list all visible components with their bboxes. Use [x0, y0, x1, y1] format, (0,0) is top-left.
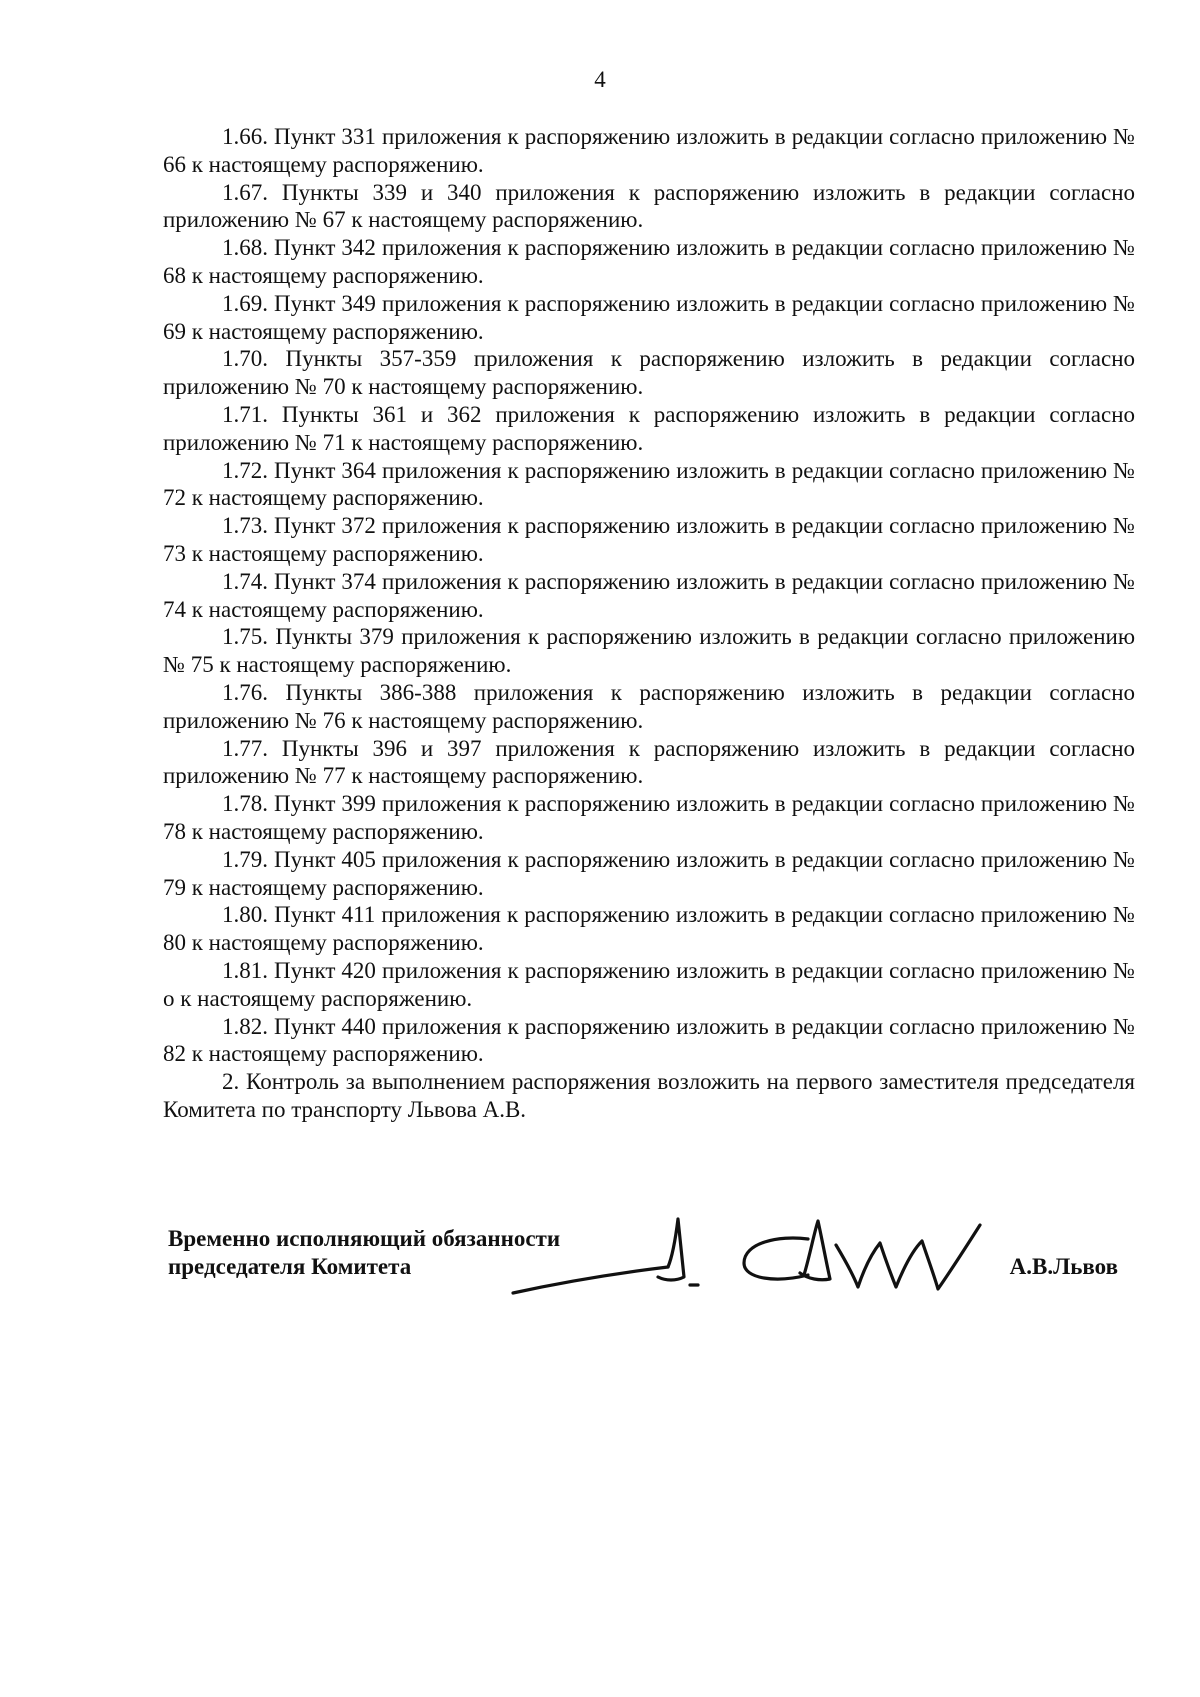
paragraph-1-67	[163, 179, 1135, 235]
paragraph-number: 1.71.	[222, 401, 268, 427]
signer-position-line-1: Временно исполняющий обязанности	[168, 1226, 561, 1251]
paragraph-1-73	[163, 512, 1135, 568]
paragraph-number: 1.67.	[222, 179, 268, 205]
paragraph-text: Пункт 372 приложения к распоряжению изложить в редакции согласно приложению № 73 к настоящему распоряжению.	[163, 513, 1135, 566]
paragraph-1-77	[163, 735, 1135, 791]
signer-name: А.В.Львов	[1009, 1254, 1118, 1279]
paragraph-text: Пункт 374 приложения к распоряжению изложить в редакции согласно приложению № 74 к настоящему распоряжению.	[163, 568, 1135, 622]
signature-block	[168, 1215, 1148, 1305]
signer-position	[168, 1225, 560, 1281]
paragraph-text: Пункты 379 приложения к распоряжению изложить в редакции согласно приложению № 75 к настоящему распоряжению.	[163, 624, 1136, 678]
paragraph-number: 1.69.	[222, 290, 268, 316]
paragraph-1-81	[163, 957, 1135, 1013]
paragraph-text: Пункт 399 приложения к распоряжению изложить в редакции согласно приложению № 78 к настоящему распоряжению.	[163, 791, 1135, 844]
paragraph-number: 1.74.	[222, 568, 268, 594]
paragraph-1-76	[163, 679, 1135, 735]
paragraph-number: 1.76.	[222, 679, 268, 705]
paragraph-1-71	[163, 401, 1135, 457]
paragraph-number: 1.75.	[222, 624, 268, 650]
paragraph-1-69	[163, 290, 1135, 346]
paragraph-text: Пункты 357-359 приложения к распоряжению изложить в редакции согласно приложению № 70 к настоящему распоряжению.	[163, 346, 1136, 400]
paragraph-text: Пункты 361 и 362 приложения к распоряжению изложить в редакции согласно приложению № 71 к настоящему распоряжению.	[163, 401, 1136, 455]
paragraph-1-66	[163, 123, 1135, 179]
paragraph-text: Пункт 342 приложения к распоряжению изложить в редакции согласно приложению № 68 к настоящему распоряжению.	[163, 235, 1135, 288]
paragraph-number: 1.78.	[222, 791, 268, 817]
document-body	[163, 123, 1135, 1124]
paragraph-text: Контроль за выполнением распоряжения возложить на первого заместителя председателя Комитета по транспорту Львова А.В.	[163, 1069, 1135, 1122]
paragraph-1-79	[163, 846, 1135, 902]
signer-position-line-2: председателя Комитета	[168, 1254, 412, 1279]
paragraph-text: Пункты 386-388 приложения к распоряжению изложить в редакции согласно приложению № 76 к настоящему распоряжению.	[163, 679, 1136, 733]
paragraph-text: Пункт 349 приложения к распоряжению изложить в редакции согласно приложению № 69 к настоящему распоряжению.	[163, 290, 1135, 344]
paragraph-1-68	[163, 234, 1135, 290]
paragraph-text: Пункты 339 и 340 приложения к распоряжению изложить в редакции согласно приложению № 67 к настоящему распоряжению.	[163, 179, 1136, 233]
paragraph-number: 1.77.	[222, 735, 268, 761]
paragraph-1-80	[163, 901, 1135, 957]
paragraph-number: 1.66.	[222, 124, 268, 149]
paragraph-text: Пункт 331 приложения к распоряжению изложить в редакции согласно приложению № 66 к настоящему распоряжению.	[163, 124, 1135, 177]
paragraph-text: Пункт 405 приложения к распоряжению изложить в редакции согласно приложению № 79 к настоящему распоряжению.	[163, 846, 1135, 900]
paragraph-number: 1.73.	[222, 513, 268, 539]
paragraph-number: 1.70.	[222, 346, 268, 372]
paragraph-number: 1.79.	[222, 846, 268, 872]
paragraph-number: 2.	[222, 1069, 240, 1095]
paragraph-number: 1.82.	[222, 1013, 268, 1039]
page-number: 4	[594, 67, 606, 92]
paragraph-text: Пункт 364 приложения к распоряжению изложить в редакции согласно приложению № 72 к настоящему распоряжению.	[163, 457, 1135, 511]
paragraph-text: Пункт 440 приложения к распоряжению изложить в редакции согласно приложению № 82 к настоящему распоряжению.	[163, 1013, 1135, 1067]
paragraph-text: Пункт 420 приложения к распоряжению изложить в редакции согласно приложению № о к настоящему распоряжению.	[163, 957, 1135, 1011]
paragraph-2	[163, 1068, 1135, 1124]
paragraph-1-74	[163, 568, 1135, 624]
paragraph-1-78	[163, 790, 1135, 846]
paragraph-1-82	[163, 1013, 1135, 1069]
paragraph-number: 1.72.	[222, 457, 268, 483]
paragraph-number: 1.68.	[222, 235, 268, 261]
paragraph-text: Пункт 411 приложения к распоряжению изложить в редакции согласно приложению № 80 к настоящему распоряжению.	[163, 902, 1135, 956]
paragraph-number: 1.80.	[222, 902, 268, 928]
paragraph-text: Пункты 396 и 397 приложения к распоряжению изложить в редакции согласно приложению № 77 к настоящему распоряжению.	[163, 735, 1136, 789]
paragraph-1-70	[163, 345, 1135, 401]
paragraph-number: 1.81.	[222, 957, 268, 983]
paragraph-1-72	[163, 457, 1135, 513]
paragraph-1-75	[163, 623, 1135, 679]
